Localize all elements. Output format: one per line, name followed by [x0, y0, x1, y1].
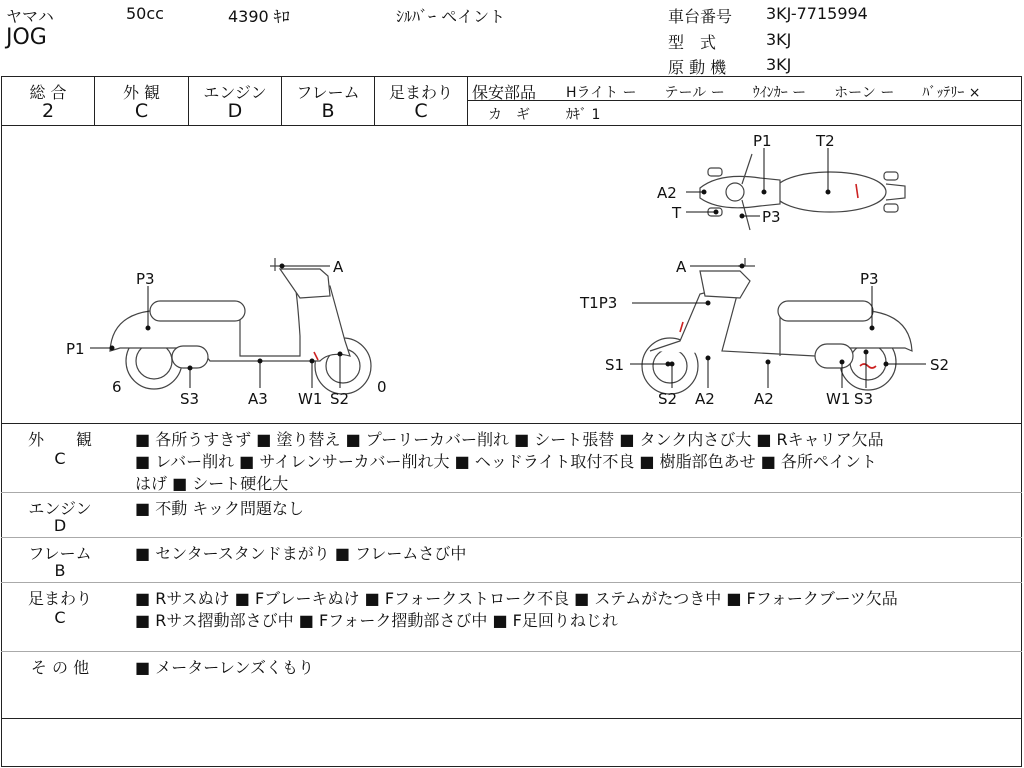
notes-engine-grade: D: [53, 516, 67, 535]
notes-engine-line-1: ■ 不動 キック問題なし: [135, 499, 304, 518]
right-s2-label: S2: [658, 390, 678, 408]
grade-total-label: 総 合: [29, 83, 67, 102]
notes-exterior-line-3: はげ ■ シート硬化大: [135, 474, 289, 493]
notes-exterior-grade: C: [54, 449, 66, 468]
right-w1-label: W1: [826, 390, 851, 408]
right-a2-label-1: A2: [695, 390, 715, 408]
safety-parts-label: 保安部品: [472, 83, 537, 102]
maker-name: ヤマハ: [6, 7, 54, 26]
notes-other-label: そ の 他: [30, 658, 90, 677]
notes-frame-grade: B: [54, 561, 66, 580]
notes-suspension-line-1: ■ Rサスぬけ ■ Fブレーキぬけ ■ Fフォークストローク不良 ■ ステムがたつき中 ■ Fフォークブーツ欠品: [135, 589, 898, 608]
top-p1-label: P1: [753, 132, 772, 150]
notes-suspension-label: 足まわり: [27, 589, 92, 608]
right-p3-label: P3: [860, 270, 879, 288]
top-t2-label: T2: [816, 132, 835, 150]
left-s2-label: S2: [330, 390, 350, 408]
grade-exterior-label: 外 観: [122, 83, 161, 102]
notes-engine-label: エンジン: [28, 499, 92, 518]
right-s2-end-label: S2: [930, 356, 950, 374]
engine-label: 原 動 機: [668, 58, 727, 77]
right-t1p3-label: T1P3: [580, 294, 618, 312]
grade-engine-value: D: [227, 100, 243, 122]
notes-frame-label: フレーム: [28, 544, 92, 563]
right-a2-label-2: A2: [754, 390, 774, 408]
left-s3-label: S3: [180, 390, 200, 408]
safety-parts-items: Hライト ー テール ー ｳｲﾝｶｰ ー ホーン ー ﾊﾞｯﾃﾘｰ ×: [566, 85, 981, 101]
notes-suspension-line-2: ■ Rサス摺動部さび中 ■ Fフォーク摺動部さび中 ■ F足回りねじれ: [135, 611, 618, 630]
grade-sep-5: [467, 77, 468, 125]
notes-exterior-label: 外 観: [27, 430, 92, 449]
left-w1-label: W1: [298, 390, 323, 408]
key-value: ｶｷﾞ 1: [566, 107, 601, 123]
rule-engine: [1, 537, 1022, 538]
rule-frame: [1, 582, 1022, 583]
top-t-label: T: [672, 204, 682, 222]
frame-no: 3KJ-7715994: [766, 4, 868, 23]
rule-suspension: [1, 651, 1022, 652]
rule-other: [1, 718, 1022, 719]
left-a3-label: A3: [248, 390, 268, 408]
color-name: ｼﾙﾊﾞｰ ペイント: [396, 7, 506, 26]
grade-frame-label: フレーム: [296, 83, 360, 102]
grade-suspension-label: 足まわり: [388, 83, 453, 102]
left-a-label: A: [333, 258, 344, 276]
top-a2-label: A2: [657, 184, 677, 202]
model-name: JOG: [6, 25, 47, 50]
right-s3-label: S3: [854, 390, 874, 408]
type-value: 3KJ: [766, 30, 792, 49]
grade-suspension-value: C: [414, 100, 428, 122]
notes-suspension-grade: C: [54, 608, 66, 627]
displacement: 50cc: [126, 4, 164, 23]
grade-total-value: 2: [41, 100, 55, 122]
mileage: 4390 ｷﾛ: [228, 7, 290, 26]
frame-no-label: 車台番号: [668, 7, 733, 26]
right-s1-label: S1: [605, 356, 625, 374]
engine-value: 3KJ: [766, 55, 792, 74]
notes-other-line-1: ■ メーターレンズくもり: [135, 658, 315, 677]
diagram-bottom-rule: [1, 423, 1022, 424]
grade-exterior-value: C: [134, 100, 149, 122]
notes-exterior-line-2: ■ レバー削れ ■ サイレンサーカバー削れ大 ■ ヘッドライト取付不良 ■ 樹脂部色あせ ■ 各所ペイント: [135, 452, 877, 471]
left-p3-label: P3: [136, 270, 155, 288]
type-label: 型 式: [668, 33, 717, 52]
damage-diagram: [0, 126, 1024, 422]
grade-frame-value: B: [321, 100, 335, 122]
mark-legshield-right: [680, 322, 683, 332]
notes-exterior-line-1: ■ 各所うすきず ■ 塗り替え ■ プーリーカバー削れ ■ シート張替 ■ タンク内さび大 ■ Rキャリア欠品: [135, 430, 884, 449]
left-p1-label: P1: [66, 340, 85, 358]
notes-frame-line-1: ■ センタースタンドまがり ■ フレームさび中: [135, 544, 467, 563]
left-6-label: 6: [112, 378, 122, 396]
key-label: カ ギ: [488, 107, 530, 123]
grade-engine-label: エンジン: [203, 83, 267, 102]
mark-silencer: [860, 364, 876, 368]
scooter-top-view: [700, 154, 905, 230]
top-p3-label: P3: [762, 208, 781, 226]
right-a-label: A: [676, 258, 687, 276]
left-0-label: 0: [377, 378, 387, 396]
